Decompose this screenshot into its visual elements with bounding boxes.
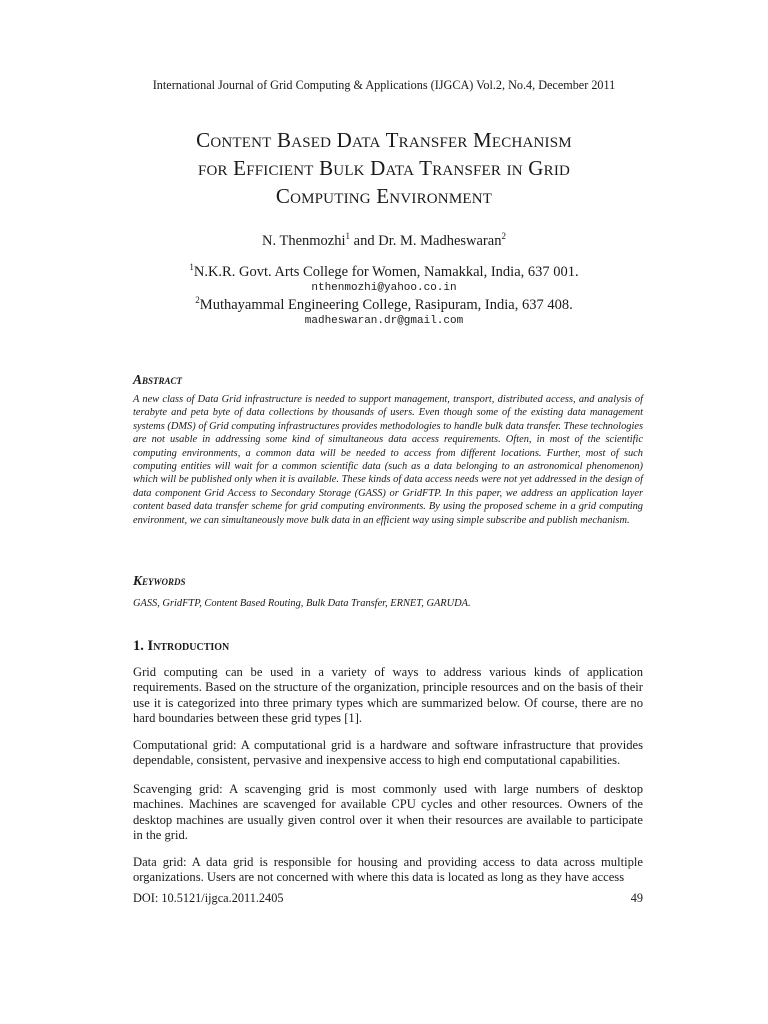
keywords-text: GASS, GridFTP, Content Based Routing, Bulk Data Transfer, ERNET, GARUDA. bbox=[133, 598, 471, 609]
doi-label: DOI: 10.5121/ijgca.2011.2405 bbox=[133, 891, 284, 905]
section-title: Introduction bbox=[147, 638, 230, 654]
affiliation-1 bbox=[0, 264, 768, 281]
page-number: 49 bbox=[630, 891, 643, 905]
affiliation-2-email: madheswaran.dr@gmail.com bbox=[304, 315, 464, 327]
paper-title bbox=[90, 126, 678, 210]
abstract-text: A new class of Data Grid infrastructure is needed to support management, transport, distributed access, and analysis of terabyte and peta byte of data collections by thousands of users. Even though some of the existing data management systems (DMS) of Grid computing infrastructures provides methodologies to handle bulk data transfer. These technologies are not usable in addressing some kind of simultaneous data access requirements. Often, in most of the scientific computing environments, a common data will be needed to access from different locations. Further, most of such computing entities will wait for a common scientific data (such as a data belonging to an astronomical phenomenon) which will be published only when it is available. These kinds of data access needs were not yet addressed in the design of data component Grid Access to Secondary Storage (GASS) or GridFTP. In this paper, we address an application layer content based data transfer scheme for grid computing environments. By using the proposed scheme in a grid computing environment, we can simultaneously move bulk data in an efficient way using simple subscribe and publish mechanism. bbox=[133, 394, 643, 526]
intro-paragraph-4: Data grid: A data grid is responsible for housing and providing access to data across multiple organizations. Users are not concerned with where this data is located as long as they have access bbox=[133, 855, 643, 885]
introduction-heading bbox=[133, 638, 229, 655]
affiliation-2-mark: 2 bbox=[195, 295, 200, 306]
intro-paragraph-2: Computational grid: A computational grid is a hardware and software infrastructure that provides dependable, consistent, pervasive and inexpensive access to high end computational capabilities. bbox=[133, 738, 643, 768]
author-2-affil-mark: 2 bbox=[501, 231, 506, 242]
intro-paragraph-1: Grid computing can be used in a variety of ways to address various kinds of application requirements. Based on the structure of the organization, principle resources and on the basis of their use it is categorized into three primary types which are summarized below. Of course, there are no hard boundaries between these grid types [1]. bbox=[133, 665, 643, 726]
abstract-heading: Abstract bbox=[133, 372, 183, 387]
affiliation-1-mark: 1 bbox=[189, 262, 194, 273]
author-1: N. Thenmozhi bbox=[262, 233, 346, 249]
affiliation-2 bbox=[0, 297, 768, 314]
page-footer bbox=[133, 891, 643, 906]
running-head: International Journal of Grid Computing & Applications (IJGCA) Vol.2, No.4, December 2011 bbox=[152, 78, 616, 92]
section-number: 1. bbox=[133, 638, 148, 654]
author-list bbox=[0, 233, 768, 250]
affiliation-1-email: nthenmozhi@yahoo.co.in bbox=[311, 282, 457, 294]
title-line-1: Content Based Data Transfer Mechanism bbox=[196, 128, 572, 152]
title-line-2: for Efficient Bulk Data Transfer in Grid bbox=[197, 156, 571, 180]
author-2: and Dr. M. Madheswaran bbox=[350, 233, 502, 249]
affiliation-1-text: N.K.R. Govt. Arts College for Women, Namakkal, India, 637 001. bbox=[193, 264, 579, 280]
keywords-heading: Keywords bbox=[133, 573, 186, 588]
affiliation-2-text: Muthayammal Engineering College, Rasipuram, India, 637 408. bbox=[199, 297, 573, 313]
intro-paragraph-3: Scavenging grid: A scavenging grid is most commonly used with large numbers of desktop machines. Machines are scavenged for available CPU cycles and other resources. Owners of the desktop machines are usually given control over it when their resources are available to participate in the grid. bbox=[133, 782, 643, 843]
author-1-affil-mark: 1 bbox=[345, 231, 351, 242]
title-line-3: Computing Environment bbox=[275, 184, 493, 208]
